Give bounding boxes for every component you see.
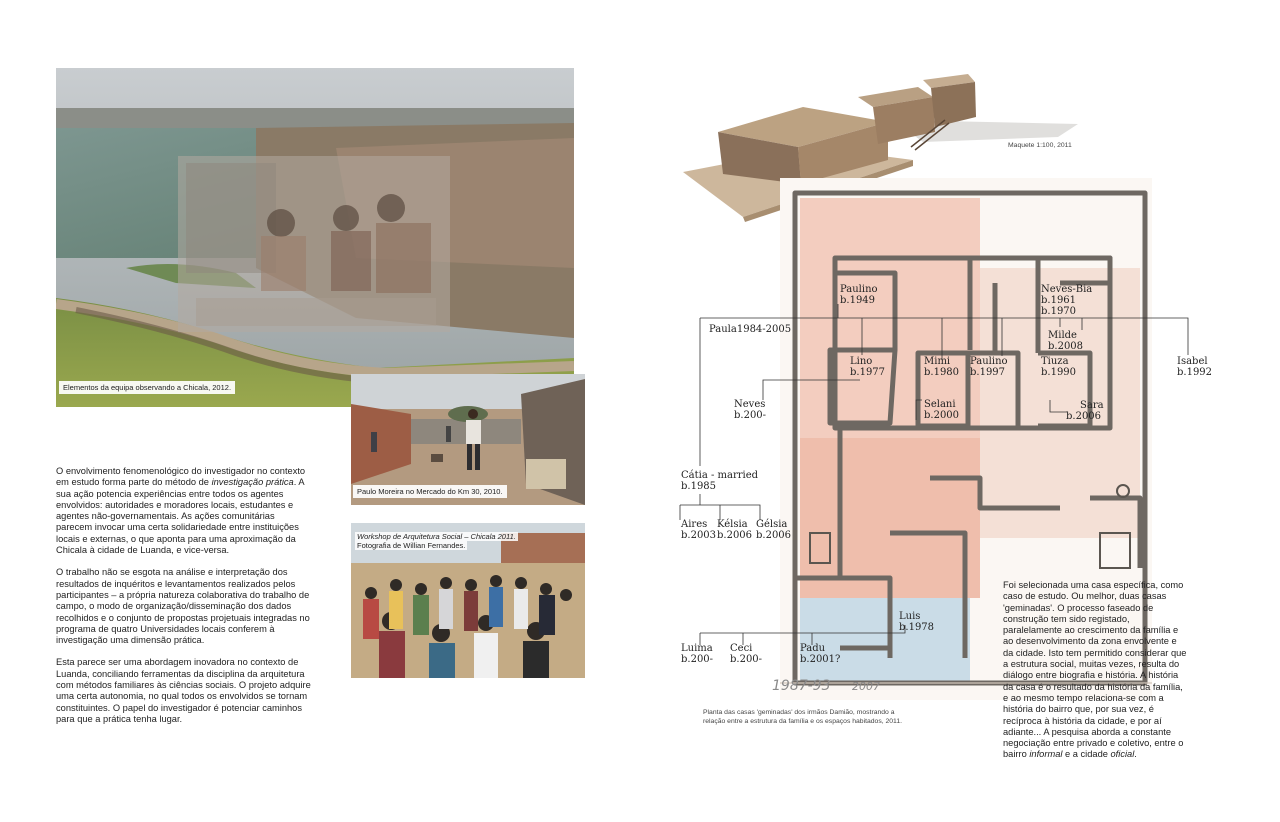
person-name: Luis: [899, 611, 921, 622]
person-birth: b.1985: [681, 481, 717, 492]
person-name: Neves: [734, 399, 766, 410]
para1-text-b: . A sua ação potencia experiências entre todos os agentes envolvidos: autoridades e moradores locais, estudantes e agentes não-governamentais. As ações comunitárias parecem invocar uma certa solidariedade entre instituições locais e externas, o que aponta para uma aproximação da Chicala à cidade de Luanda, e vice-versa.: [56, 477, 305, 556]
right-text-a: Foi selecionada uma casa específica, como caso de estudo. Ou melhor, duas casas 'geminadas'. O processo faseado de construção tem sido registado, paralelamente ao crescimento da família e ao desenvolvimento da zona envolvente e da cidade. Isto tem permitido considerar que a estrutura social, muitas vezes, resulta do diálogo entre biografia e história. A história da casa é o resultado da história da família, e ao mesmo tempo relaciona-se com a história do bairro que, por sua vez, é recíproca à história da cidade, e por aí adiante... A pesquisa aborda a constante negociação entre privado e coletivo, entre o bairro: [1003, 580, 1187, 760]
right-text-em-informal: informal: [1029, 749, 1063, 760]
person-birth: b.2006: [1066, 411, 1102, 422]
person-birth: b.1949: [840, 295, 876, 306]
person-name: Ceci: [730, 643, 753, 654]
person-paulino-1949: [840, 284, 878, 306]
person-birth: b.1977: [850, 367, 886, 378]
person-name: Selani: [924, 399, 956, 410]
para1-text-a: O envolvimento fenomenológico do investigador no contexto em estudo forma parte do método de: [56, 466, 306, 488]
person-selani: [924, 399, 959, 421]
person-name: Luima: [681, 643, 713, 654]
person-neves: [734, 399, 766, 421]
person-name: Neves-Bia: [1041, 284, 1093, 295]
person-birth: b.2001?: [800, 654, 841, 665]
person-milde: [1048, 330, 1083, 352]
person-mimi: [924, 356, 959, 378]
person-birth: b.2000: [924, 410, 960, 421]
workshop-caption-line-2: Fotografia de Willian Fernandes.: [357, 541, 466, 550]
model-caption: Maquete 1:100, 2011: [1008, 142, 1072, 149]
person-luima: [681, 643, 713, 665]
person-kelsia: [717, 519, 752, 541]
person-name: Isabel: [1177, 356, 1208, 367]
person-gelsia: [756, 519, 791, 541]
person-catia: [681, 470, 758, 492]
person-name: Mimi: [924, 356, 951, 367]
aerial-photo-caption: Elementos da equipa observando a Chicala, 2012.: [59, 381, 235, 394]
right-text-em-oficial: oficial: [1110, 749, 1135, 760]
plan-caption-line-1: Planta das casas 'geminadas' dos irmãos Damião, mostrando a: [703, 709, 895, 716]
person-padu: [800, 643, 840, 665]
person-name: Paulino: [840, 284, 878, 295]
right-text-mid: e a cidade: [1062, 749, 1111, 760]
right-body-text: [1003, 580, 1188, 761]
person-paula: Paula1984-2005: [709, 324, 792, 335]
person-birth: b.200-: [730, 654, 763, 665]
person-paulino-1997: [970, 356, 1008, 378]
person-name: Aires: [681, 519, 708, 530]
person-birth: b.1961: [1041, 295, 1077, 306]
paragraph-approach: Esta parece ser uma abordagem inovadora no contexto de Luanda, conciliando ferramentas da disciplina da arquitetura com métodos familiares às ciências sociais. O projeto adquire uma certa autonomia, no qual todos os envolvidos se tornam constituintes. O papel do investigador é potenciar caminhos para que a prática tenha lugar.: [56, 657, 311, 724]
person-birth: b.2008: [1048, 341, 1084, 352]
person-birth: b.2006: [717, 530, 753, 541]
person-birth: b.200-: [734, 410, 767, 421]
right-text-end: .: [1134, 749, 1137, 760]
person-lino: [850, 356, 885, 378]
person-birth: b.200-: [681, 654, 714, 665]
person-luis: [899, 611, 934, 633]
workshop-caption-line-1: Workshop de Arquitetura Social – Chicala 2011.: [357, 532, 516, 541]
person-tiuza: [1041, 356, 1076, 378]
person-isabel: [1177, 356, 1212, 378]
person-name: Kélsia: [717, 519, 748, 530]
person-birth: b.1990: [1041, 367, 1077, 378]
person-name: Cátia - married: [681, 470, 759, 481]
person-sara: [1066, 400, 1104, 422]
handwritten-date-1987: 1987-93: [772, 678, 831, 694]
person-birth: b.1978: [899, 622, 935, 633]
handwritten-date-2007: 2007: [852, 680, 880, 693]
person-birth: b.2003: [681, 530, 717, 541]
person-neves-bia: [1041, 284, 1092, 306]
person-birth: b.1980: [924, 367, 960, 378]
person-name: Tiuza: [1041, 356, 1069, 367]
person-birth: b.1997: [970, 367, 1006, 378]
person-name: Paulino: [970, 356, 1008, 367]
person-name: Lino: [850, 356, 873, 367]
person-name: Sara: [1080, 400, 1104, 411]
market-photo-caption: Paulo Moreira no Mercado do Km 30, 2010.: [353, 485, 507, 498]
person-b1970: b.1970: [1041, 306, 1077, 317]
paragraph-practice: O trabalho não se esgota na análise e interpretação dos resultados de inquéritos e levantamentos realizados pelos participantes – a própria natureza colaborativa do trabalho de campo, o modo de organização/disseminação dos dados recolhidos e o conjunto de propostas projetuais integradas no programa de quatro Universidades locais conferem à investigação uma dimensão prática.: [56, 567, 310, 646]
person-birth: b.1992: [1177, 367, 1213, 378]
para1-emphasis: investigação prática: [211, 477, 294, 488]
person-ceci: [730, 643, 762, 665]
plan-caption: [703, 708, 943, 726]
person-name: Milde: [1048, 330, 1077, 341]
person-aires: [681, 519, 716, 541]
plan-caption-line-2: relação entre a estrutura da família e os espaços habitados, 2011.: [703, 718, 902, 725]
person-birth: b.2006: [756, 530, 792, 541]
person-name: Padu: [800, 643, 826, 654]
person-name: Gélsia: [756, 519, 788, 530]
